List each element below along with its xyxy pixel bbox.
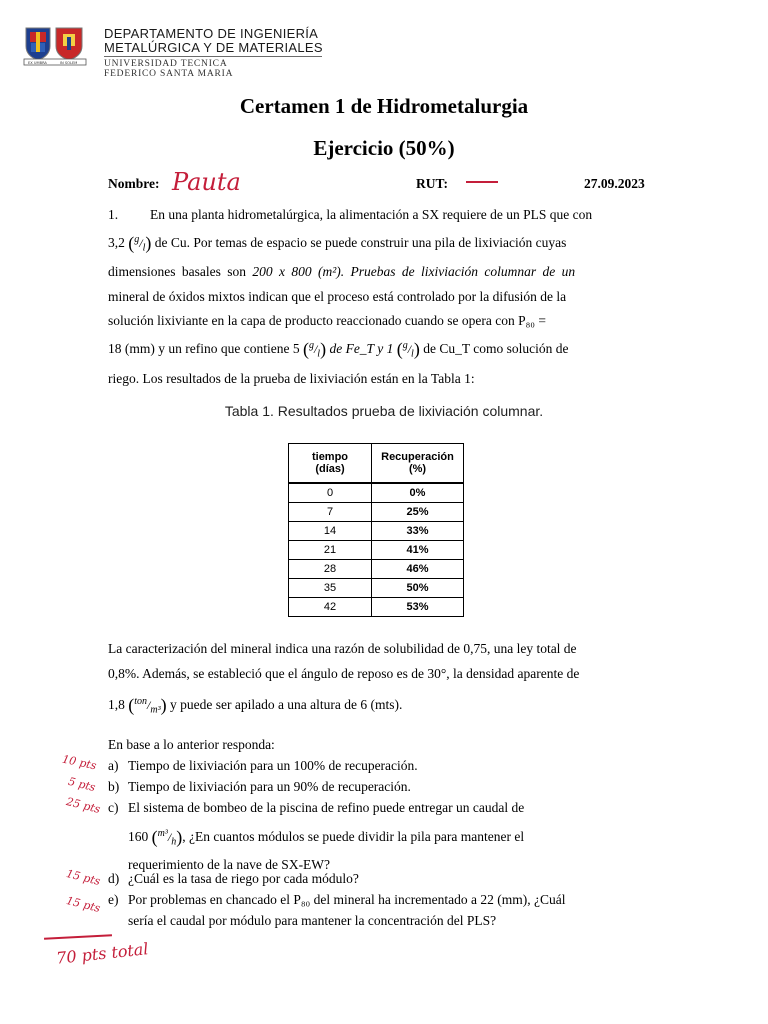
characterization-line: 0,8%. Además, se estableció que el ángulo de reposo es de 30°, la densidad aparente de [108, 665, 580, 681]
exam-title: Certamen 1 de Hidrometalurgia [239, 94, 529, 118]
problem-line: solución lixiviante en la capa de producto reaccionado cuando se opera con P₈₀ = [108, 313, 546, 329]
recovery-cell: 46% [372, 560, 464, 579]
time-cell: 21 [289, 541, 372, 560]
rut-label: RUT: [416, 176, 448, 191]
time-cell: 0 [289, 483, 372, 503]
logo-ribbon-right: IN SOLEM [60, 61, 78, 65]
question-d: d) ¿Cuál es la tasa de riego por cada módulo? [108, 871, 359, 886]
problem-line: dimensiones basales son 200 x 800 (m²). Pruebas de lixiviación columnar de un [108, 264, 576, 280]
mineral-characterization [108, 637, 661, 723]
problem-line: 18 (mm) y un refino que contiene 5 $(^g/_l)$ de Fe_T y 1 $(^g/_l)$ de Cu_T como solución de [108, 338, 569, 360]
question-e: e) Por problemas en chancado el P₈₀ del mineral ha incrementado a 22 (mm), ¿Cuál sería el caudal por módulo para mantener la concentración del PLS? [108, 892, 566, 928]
problem-line: mineral de óxidos mixtos indican que el proceso está controlado por la difusión de la [108, 288, 567, 304]
recovery-cell: 33% [372, 522, 464, 541]
question-a: a) Tiempo de lixiviación para un 100% de recuperación. [108, 758, 418, 773]
department-name-line2: METALÚRGICA Y DE MATERIALES [104, 40, 323, 55]
time-cell: 7 [289, 503, 372, 522]
table-row [289, 483, 464, 503]
table-row [289, 598, 464, 617]
recovery-cell: 50% [372, 579, 464, 598]
problem-number: 1. [108, 207, 119, 222]
points-mark-c: 25 pts [64, 795, 102, 816]
recovery-cell: 25% [372, 503, 464, 522]
problem-statement [108, 203, 661, 391]
table-row [289, 503, 464, 522]
problem-line: riego. Los resultados de la prueba de lixiviación están en la Tabla 1: [108, 370, 475, 386]
table-row [289, 579, 464, 598]
table-caption: Tabla 1. Resultados prueba de lixiviación columnar. [224, 403, 544, 419]
points-mark-d: 15 pts [64, 867, 102, 888]
time-cell: 28 [289, 560, 372, 579]
time-cell: 35 [289, 579, 372, 598]
university-logo [22, 26, 88, 66]
university-name-line2: FEDERICO SANTA MARIA [104, 69, 234, 79]
table-row [289, 541, 464, 560]
handwritten-name: Pauta [172, 168, 241, 196]
logo-ribbon-left: EX UMBRA [28, 61, 47, 65]
leaching-results-table [288, 443, 464, 617]
recovery-cell: 53% [372, 598, 464, 617]
table-row [289, 522, 464, 541]
table-row [289, 560, 464, 579]
characterization-line: 1,8 $(^{ton}/_{m^3})$ y puede ser apilado a una altura de 6 (mts). [108, 695, 403, 716]
university-name-line1: UNIVERSIDAD TECNICA [104, 59, 228, 69]
question-c: c) El sistema de bombeo de la piscina de refino puede entregar un caudal de 160 $(^{m^3}/_h)$, ¿En cuantos módulos se puede dividir la pila para mantener el requerimiento de la nave de SX-EW? [108, 800, 525, 873]
column-header-recovery: Recuperación (%) [372, 444, 464, 484]
column-header-time: tiempo (días) [289, 444, 372, 484]
name-label: Nombre: [108, 176, 160, 191]
header-divider [104, 56, 322, 57]
points-mark-e: 15 pts [64, 894, 102, 915]
recovery-cell: 41% [372, 541, 464, 560]
time-cell: 14 [289, 522, 372, 541]
handwritten-rut-dash [466, 181, 498, 183]
time-cell: 42 [289, 598, 372, 617]
points-total: 70 pts total [55, 939, 150, 968]
questions-intro: En base a lo anterior responda: [108, 737, 275, 752]
characterization-line: La caracterización del mineral indica una razón de solubilidad de 0,75, una ley total de [108, 641, 577, 656]
points-mark-a: 10 pts [61, 752, 98, 773]
problem-line: 1. En una planta hidrometalúrgica, la alimentación a SX requiere de un PLS que con [108, 203, 661, 228]
total-underline [44, 934, 112, 940]
problem-line: 3,2 $(^g/_l)$ de Cu. Por temas de espacio se puede construir una pila de lixiviación cuyas [108, 232, 567, 253]
question-b: b) Tiempo de lixiviación para un 90% de recuperación. [108, 779, 411, 794]
exam-date: 27.09.2023 [584, 176, 645, 191]
table-header-row [289, 444, 464, 484]
points-mark-b: 5 pts [66, 774, 97, 795]
recovery-cell: 0% [372, 483, 464, 503]
exercise-title: Ejercicio (50%) [313, 136, 455, 160]
department-name-line1: DEPARTAMENTO DE INGENIERÍA [104, 26, 319, 41]
